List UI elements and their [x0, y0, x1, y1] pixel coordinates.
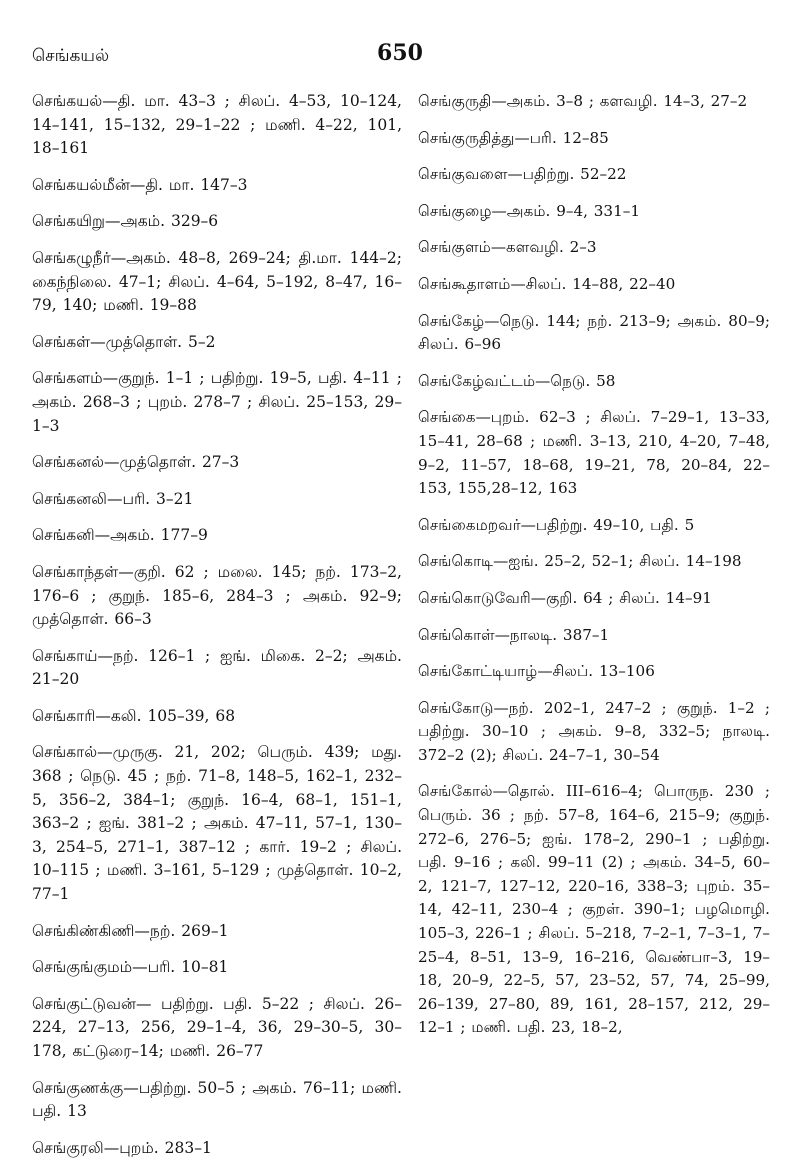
- index-entry: செங்கைமறவர்—பதிற்று. 49–10, பதி. 5: [418, 515, 695, 534]
- running-head: செங்கயல்: [32, 46, 110, 66]
- index-entry: செங்கை—புறம். 62–3 ; சிலப். 7–29–1, 13–33, 15–41, 28–68 ; மணி. 3–13, 210, 4–20, 7–48, 9–2, 11–57, 18–68, 19–21, 78, 20–84, 22–153, 155,28–12, 163: [418, 408, 770, 498]
- index-entry: செங்குளம்—களவழி. 2–3: [418, 238, 597, 257]
- index-entry: செங்குருதி—அகம். 3–8 ; களவழி. 14–3, 27–2: [418, 92, 748, 110]
- index-entry: செங்குங்குமம்—பரி. 10–81: [32, 958, 229, 977]
- index-entry: செங்கனி—அகம். 177–9: [32, 526, 208, 545]
- index-entry: செங்குருதித்து—பரி. 12–85: [418, 128, 609, 147]
- right-column: [418, 90, 770, 1053]
- index-entry: செங்கேழ்—நெடு. 144; நற். 213–9; அகம். 80–9; சிலப். 6–96: [418, 311, 770, 354]
- index-entry: செங்கூதாளம்—சிலப். 14–88, 22–40: [418, 274, 676, 293]
- index-entry: செங்கொடுவேரி—குறி. 64 ; சிலப். 14–91: [418, 588, 712, 607]
- index-entry: செங்கனல்—முத்தொள். 27–3: [32, 453, 240, 472]
- index-entry: செங்கோட்டியாழ்—சிலப். 13–106: [418, 662, 655, 681]
- index-entry: செங்குவளை—பதிற்று. 52–22: [418, 165, 627, 184]
- index-entry: செங்கனலி—பரி. 3–21: [32, 489, 194, 508]
- page-header: [32, 40, 768, 70]
- index-entry: செங்கால்—முருகு. 21, 202; பெரும். 439; மது. 368 ; நெடு. 45 ; நற். 71–8, 148–5, 162–1, 232–5, 356–2, 384–1; குறுந். 16–4, 68–1, 151–1, 363–2 ; ஐங். 381–2 ; அகம். 47–11, 57–1, 130–3, 254–5, 271–1, 387–12 ; கார். 19–2 ; சிலப். 10–115 ; மணி. 3–161, 5–129 ; முத்தொள். 10–2, 77–1: [32, 743, 402, 904]
- index-entry: செங்கழுநீர்—அகம். 48–8, 269–24; தி.மா. 144–2; கைந்நிலை. 47–1; சிலப். 4–64, 5–192, 8–47, 16–79, 140; மணி. 19–88: [32, 248, 402, 315]
- index-entry: செங்குணக்கு—பதிற்று. 50–5 ; அகம். 76–11; மணி. பதி. 13: [32, 1078, 402, 1121]
- index-entry: செங்களம்—குறுந். 1–1 ; பதிற்று. 19–5, பதி. 4–11 ; அகம். 268–3 ; புறம். 278–7 ; சிலப். 25–153, 29–1–3: [32, 369, 402, 435]
- index-entry: செங்குழை—அகம். 9–4, 331–1: [418, 201, 641, 220]
- index-entry: செங்கொடி—ஐங். 25–2, 52–1; சிலப். 14–198: [418, 552, 742, 571]
- index-entry: செங்காய்—நற். 126–1 ; ஐங். மிகை. 2–2; அகம். 21–20: [32, 646, 402, 689]
- index-entry: செங்கயல்—தி. மா. 43–3 ; சிலப். 4–53, 10–124, 14–141, 15–132, 29–1–22 ; மணி. 4–22, 101, 18–161: [32, 92, 402, 158]
- index-entry: செங்கயல்மீன்—தி. மா. 147–3: [32, 175, 248, 194]
- index-entry: செங்குட்டுவன்— பதிற்று. பதி. 5–22 ; சிலப். 26–224, 27–13, 256, 29–1–4, 36, 29–30–5, 30–178, கட்டுரை–14; மணி. 26–77: [32, 994, 402, 1060]
- index-entry: செங்கிண்கிணி—நற். 269–1: [32, 921, 229, 940]
- index-entry: செங்கயிறு—அகம். 329–6: [32, 212, 219, 231]
- index-entry: செங்குரலி—புறம். 283–1: [32, 1138, 212, 1157]
- index-entry: செங்கொள்—நாலடி. 387–1: [418, 625, 610, 644]
- page-number: 650: [377, 40, 423, 66]
- index-entry: செங்கோல்—தொல். III–616–4; பொருந. 230 ; பெரும். 36 ; நற். 57–8, 164–6, 215–9; குறுந். 272–6, 276–5; ஐங். 178–2, 290–1 ; பதிற்று. பதி. 9–16 ; கலி. 99–11 (2) ; அகம். 34–5, 60–2, 121–7, 127–12, 220–16, 338–3; புறம். 35–14, 42–11, 230–4 ; குறள். 390–1; பழமொழி. 105–3, 226–1 ; சிலப். 5–218, 7–2–1, 7–3–1, 7–25–4, 8–51, 13–9, 16–216, வெண்பா–3, 19–18, 20–9, 22–5, 57, 23–52, 57, 74, 25–99, 26–139, 27–80, 89, 161, 28–157, 212, 29–12–1 ; மணி. பதி. 23, 18–2,: [418, 782, 770, 1037]
- index-entry: செங்கேழ்வட்டம்—நெடு. 58: [418, 371, 616, 390]
- index-entry: செங்கோடு—நற். 202–1, 247–2 ; குறுந். 1–2 ; பதிற்று. 30–10 ; அகம். 9–8, 332–5; நாலடி. 372–2 (2); சிலப். 24–7–1, 30–54: [418, 698, 770, 764]
- index-entry: செங்காரி—கலி. 105–39, 68: [32, 706, 236, 725]
- index-entry: செங்காந்தள்—குறி. 62 ; மலை. 145; நற். 173–2, 176–6 ; குறுந். 185–6, 284–3 ; அகம். 92–9; முத்தொள். 66–3: [32, 562, 402, 629]
- index-entry: செங்கள்—முத்தொள். 5–2: [32, 332, 216, 351]
- left-column: [32, 90, 402, 1173]
